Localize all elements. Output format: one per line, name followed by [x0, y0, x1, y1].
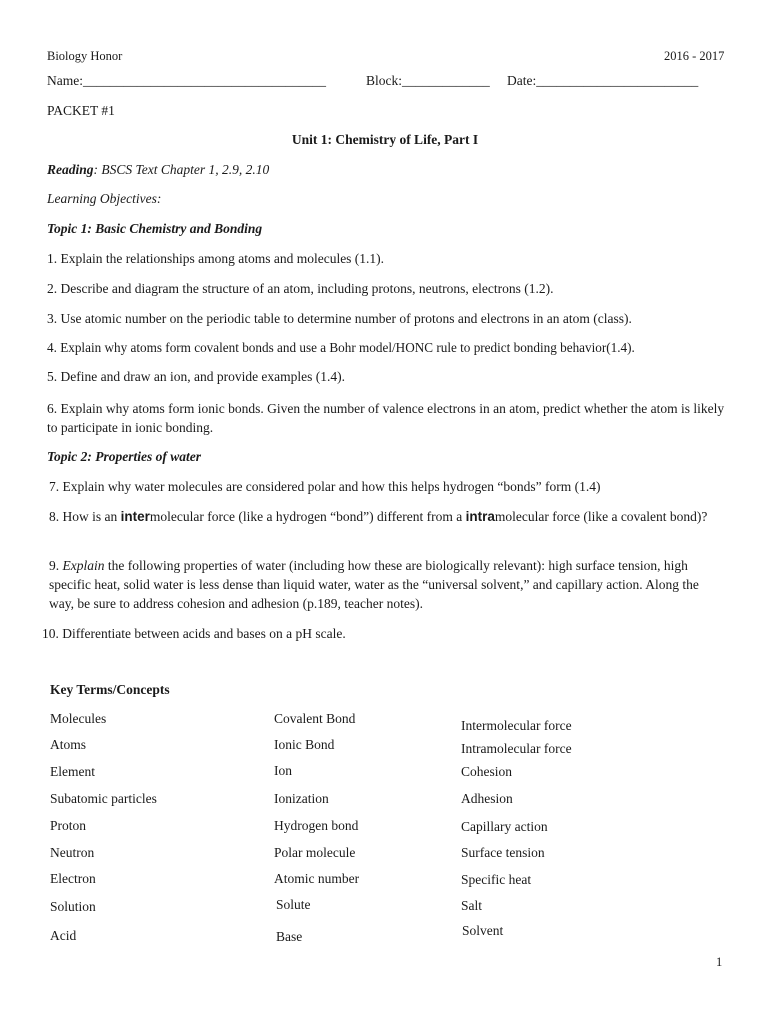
key-term: Adhesion: [461, 791, 513, 806]
block-line: [366, 73, 490, 89]
objective-item: 1. Explain the relationships among atoms and molecules (1.1).: [47, 251, 385, 266]
objective-item: 2. Describe and diagram the structure of an atom, including protons, neutrons, electrons (1.2).: [47, 281, 554, 296]
name-label: Name:: [47, 73, 83, 88]
key-term: Salt: [461, 898, 483, 913]
date-label: Date:: [507, 73, 537, 88]
item9-number: 9.: [49, 558, 63, 573]
course-title: Biology Honor: [47, 49, 123, 63]
topic1-heading: Topic 1: Basic Chemistry and Bonding: [47, 221, 263, 236]
reading-line: [47, 162, 269, 178]
objective-item: 3. Use atomic number on the periodic table to determine number of protons and electrons in an atom (class).: [47, 311, 632, 326]
key-term: Subatomic particles: [50, 791, 157, 806]
school-year: 2016 - 2017: [664, 49, 725, 63]
key-term: Intermolecular force: [461, 718, 572, 733]
key-term: Proton: [50, 818, 87, 833]
key-term: Ionization: [274, 791, 329, 806]
item8-text: molecular force (like a hydrogen “bond”) different from a: [149, 509, 466, 524]
date-line: [507, 73, 698, 89]
key-terms-heading: Key Terms/Concepts: [50, 682, 170, 697]
block-blank: _____________: [402, 73, 490, 88]
key-term: Surface tension: [461, 845, 545, 860]
key-term: Atomic number: [274, 871, 360, 886]
objective-item: 7. Explain why water molecules are considered polar and how this helps hydrogen “bonds” form (1.4): [49, 479, 601, 494]
key-term: Neutron: [50, 845, 95, 860]
key-term: Intramolecular force: [461, 741, 572, 756]
key-term: Cohesion: [461, 764, 513, 779]
packet-label: PACKET #1: [47, 103, 115, 118]
key-term: Electron: [50, 871, 96, 886]
key-term: Capillary action: [461, 819, 548, 834]
objective-item: 4. Explain why atoms form covalent bonds and use a Bohr model/HONC rule to predict bonding behavior(1.4).: [47, 340, 635, 355]
item8-text: 8. How is an: [49, 509, 121, 524]
key-term: Specific heat: [461, 872, 532, 887]
key-term: Ionic Bond: [274, 737, 335, 752]
item8-emphasis-inter: inter: [120, 509, 150, 524]
key-term: Atoms: [50, 737, 87, 752]
objective-item: 10. Differentiate between acids and bases on a pH scale.: [42, 626, 346, 641]
key-term: Solution: [50, 899, 96, 914]
reading-text: : BSCS Text Chapter 1, 2.9, 2.10: [93, 162, 270, 177]
unit-title: Unit 1: Chemistry of Life, Part I: [291, 132, 479, 147]
item9-text: the following properties of water (including how these are biologically relevant): high surface tension, high specific heat, solid water is less dense than liquid water, water as the “universal solvent,” and capillary action. Along the way, be sure to address cohesion and adhesion (p.189, teacher notes).: [49, 558, 699, 611]
item8-text: molecular force (like a covalent bond)?: [494, 509, 708, 524]
key-term: Element: [50, 764, 95, 779]
objective-item: [49, 507, 719, 526]
key-term: Molecules: [50, 711, 107, 726]
objective-item: 5. Define and draw an ion, and provide examples (1.4).: [47, 369, 346, 384]
date-blank: ________________________: [536, 73, 699, 88]
key-term: Base: [276, 929, 303, 944]
topic2-heading: Topic 2: Properties of water: [47, 449, 201, 464]
block-label: Block:: [366, 73, 402, 88]
key-term: Covalent Bond: [274, 711, 356, 726]
name-blank: ____________________________________: [83, 73, 326, 88]
key-term: Ion: [274, 763, 292, 778]
page-number: 1: [716, 955, 723, 969]
reading-label: Reading: [47, 162, 94, 177]
key-term: Polar molecule: [274, 845, 356, 860]
key-term: Solute: [276, 897, 311, 912]
item8-emphasis-intra: intra: [465, 509, 495, 524]
key-term: Solvent: [462, 923, 504, 938]
learning-objectives-heading: Learning Objectives:: [47, 191, 162, 206]
objective-item: 6. Explain why atoms form ionic bonds. Given the number of valence electrons in an atom, predict whether the atom is likely to participate in ionic bonding.: [47, 401, 725, 435]
key-term: Hydrogen bond: [274, 818, 359, 833]
objective-item: [49, 556, 725, 613]
item9-emphasis: Explain: [62, 558, 105, 573]
key-term: Acid: [50, 928, 77, 943]
name-line: [47, 73, 326, 89]
